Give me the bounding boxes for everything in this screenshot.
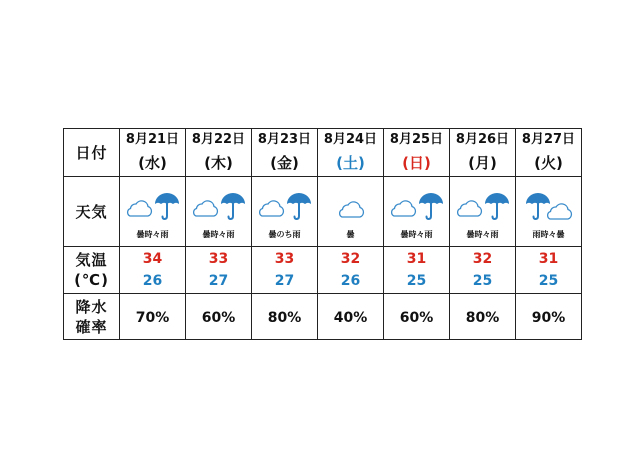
weather-cell-4 xyxy=(384,177,450,247)
weather-icons xyxy=(318,183,383,227)
rain-cell-1 xyxy=(186,294,252,340)
high-temp: 31 xyxy=(406,251,427,267)
umbrella-icon xyxy=(220,191,246,221)
temperature-header-line1: 気温 xyxy=(75,251,108,269)
weather-cell-6 xyxy=(516,177,582,247)
umbrella-icon xyxy=(286,191,312,221)
weather-description: 曇時々雨 xyxy=(202,230,235,239)
day-cell-3 xyxy=(318,129,384,177)
high-temp: 33 xyxy=(274,251,295,267)
date-row xyxy=(64,129,582,177)
weather-icons xyxy=(186,183,251,227)
weather-icons xyxy=(516,183,581,227)
date-label: 8月27日 xyxy=(521,131,576,147)
date-row-header: 日付 xyxy=(64,129,120,177)
weekday-label: (火) xyxy=(534,153,563,172)
rain-cell-4 xyxy=(384,294,450,340)
precipitation-row-header xyxy=(64,294,120,340)
weather-icons xyxy=(384,183,449,227)
temperature-row-header xyxy=(64,247,120,294)
weather-description: 曇時々雨 xyxy=(400,230,433,239)
temp-cell-2 xyxy=(252,247,318,294)
date-label: 8月21日 xyxy=(125,131,180,147)
high-temp: 32 xyxy=(472,251,493,267)
low-temp: 26 xyxy=(142,273,163,289)
temp-cell-0 xyxy=(120,247,186,294)
date-label: 8月25日 xyxy=(389,131,444,147)
day-cell-2 xyxy=(252,129,318,177)
rain-probability: 60% xyxy=(201,310,236,326)
low-temp: 26 xyxy=(340,273,361,289)
rain-probability: 60% xyxy=(399,310,434,326)
date-label: 8月24日 xyxy=(323,131,378,147)
weather-icons xyxy=(120,183,185,227)
temp-cell-4 xyxy=(384,247,450,294)
day-cell-0 xyxy=(120,129,186,177)
weather-row xyxy=(64,177,582,247)
temperature-row xyxy=(64,247,582,294)
low-temp: 25 xyxy=(406,273,427,289)
temp-cell-5 xyxy=(450,247,516,294)
rain-cell-3 xyxy=(318,294,384,340)
date-label: 8月23日 xyxy=(257,131,312,147)
weekday-label-sunday: (日) xyxy=(402,153,431,172)
day-cell-1 xyxy=(186,129,252,177)
cloud-icon xyxy=(256,198,286,218)
precipitation-row xyxy=(64,294,582,340)
day-cell-5 xyxy=(450,129,516,177)
weather-icons xyxy=(450,183,515,227)
weekday-label: (金) xyxy=(270,153,299,172)
rain-probability: 40% xyxy=(333,310,368,326)
temperature-header-line2: (℃) xyxy=(74,271,109,289)
cloud-icon xyxy=(190,198,220,218)
cloud-icon xyxy=(544,201,574,221)
weather-row-header: 天気 xyxy=(64,177,120,247)
high-temp: 34 xyxy=(142,251,163,267)
weather-cell-0 xyxy=(120,177,186,247)
weekly-forecast-table xyxy=(63,128,582,340)
umbrella-icon xyxy=(418,191,444,221)
weather-description: 曇 xyxy=(346,230,355,239)
temp-cell-6 xyxy=(516,247,582,294)
rain-cell-2 xyxy=(252,294,318,340)
low-temp: 27 xyxy=(208,273,229,289)
cloud-icon xyxy=(124,198,154,218)
umbrella-icon xyxy=(154,191,180,221)
rain-cell-5 xyxy=(450,294,516,340)
weather-cell-3 xyxy=(318,177,384,247)
rain-probability: 90% xyxy=(531,310,566,326)
low-temp: 27 xyxy=(274,273,295,289)
low-temp: 25 xyxy=(472,273,493,289)
weekday-label: (月) xyxy=(468,153,497,172)
low-temp: 25 xyxy=(538,273,559,289)
day-cell-4 xyxy=(384,129,450,177)
weather-cell-1 xyxy=(186,177,252,247)
weather-cell-2 xyxy=(252,177,318,247)
weather-description: 雨時々曇 xyxy=(532,230,565,239)
temp-cell-3 xyxy=(318,247,384,294)
rain-probability: 80% xyxy=(465,310,500,326)
weekday-label-saturday: (土) xyxy=(336,153,365,172)
weather-description: 曇のち雨 xyxy=(268,230,301,239)
date-label: 8月26日 xyxy=(455,131,510,147)
weather-description: 曇時々雨 xyxy=(466,230,499,239)
umbrella-icon xyxy=(484,191,510,221)
cloud-icon xyxy=(388,198,418,218)
high-temp: 33 xyxy=(208,251,229,267)
temp-cell-1 xyxy=(186,247,252,294)
cloud-icon xyxy=(454,198,484,218)
rain-cell-0 xyxy=(120,294,186,340)
high-temp: 31 xyxy=(538,251,559,267)
rain-probability: 80% xyxy=(267,310,302,326)
cloud-icon xyxy=(336,199,366,219)
weather-icons xyxy=(252,183,317,227)
rain-probability: 70% xyxy=(135,310,170,326)
precipitation-header-line2: 確率 xyxy=(75,317,108,336)
weather-cell-5 xyxy=(450,177,516,247)
high-temp: 32 xyxy=(340,251,361,267)
precipitation-header-line1: 降水 xyxy=(75,297,108,316)
weekday-label: (木) xyxy=(204,153,233,172)
rain-cell-6 xyxy=(516,294,582,340)
day-cell-6 xyxy=(516,129,582,177)
weekday-label: (水) xyxy=(138,153,167,172)
weather-description: 曇時々雨 xyxy=(136,230,169,239)
date-label: 8月22日 xyxy=(191,131,246,147)
